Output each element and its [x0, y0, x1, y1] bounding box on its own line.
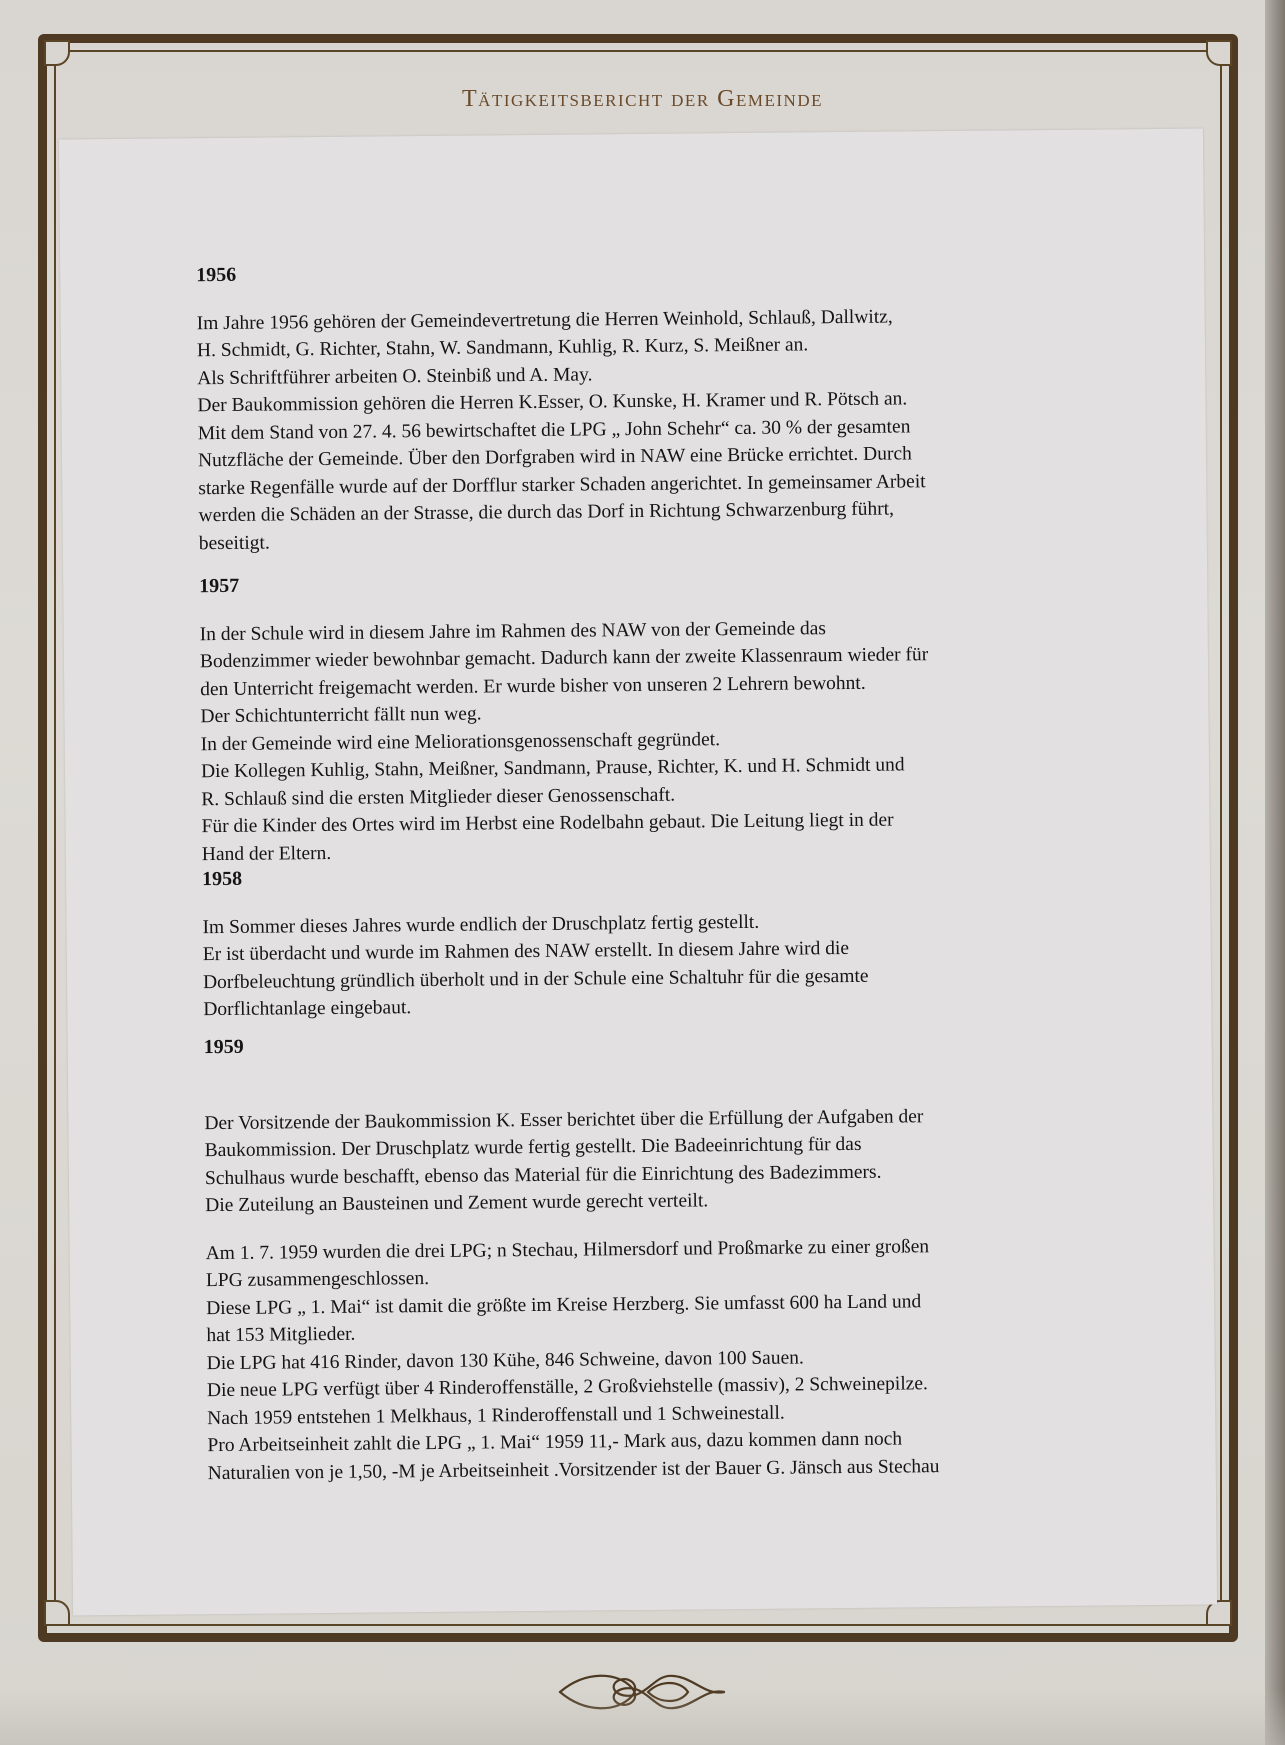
text-line: Der Vorsitzende der Baukommission K. Esser berichtet über die Erfüllung der Aufgaben der — [204, 1105, 924, 1134]
text-line: In der Gemeinde wird eine Meliorationsgenossenschaft gegründet. — [200, 728, 721, 755]
text-line: Schulhaus wurde beschafft, ebenso das Material für die Einrichtung des Badezimmers. — [204, 1161, 882, 1189]
text-line: starke Regenfälle wurde auf der Dorfflur starker Schaden angerichtet. In gemeinsamer Arbeit — [198, 470, 926, 499]
paragraph — [204, 1101, 1105, 1220]
pasted-sheet — [59, 129, 1217, 1616]
text-line: Diese LPG „ 1. Mai“ ist damit die größte im Kreise Herzberg. Sie umfasst 600 ha Land und — [206, 1290, 922, 1319]
text-line: Nutzfläche der Gemeinde. Über den Dorfgraben wird in NAW eine Brücke errichtet. Durch — [197, 443, 912, 472]
section-1959 — [204, 1026, 1108, 1488]
text-line: LPG zusammengeschlossen. — [205, 1268, 430, 1292]
text-line: den Unterricht freigemacht werden. Er wurde bisher von unseren 2 Lehrern bewohnt. — [200, 672, 866, 700]
paragraph — [202, 905, 1103, 1024]
text-line: hat 153 Mitglieder. — [206, 1323, 356, 1347]
text-line: Bodenzimmer wieder bewohnbar gemacht. Dadurch kann der zweite Klassenraum wieder für — [199, 644, 929, 673]
year-heading: 1957 — [199, 574, 240, 598]
text-line: Baukommission. Der Druschplatz wurde fertig gestellt. Die Badeeinrichtung für das — [204, 1133, 862, 1162]
text-line: Dorflichtanlage eingebaut. — [203, 997, 412, 1021]
text-line: Naturalien von je 1,50, -M je Arbeitseinheit .Vorsitzender ist der Bauer G. Jänsch aus Stechau — [207, 1455, 940, 1484]
text-line: Der Baukommission gehören die Herren K.Esser, O. Kunske, H. Kramer und R. Pötsch an. — [197, 388, 908, 417]
text-line: Er ist überdacht und wurde im Rahmen des NAW erstellt. In diesem Jahre wird die — [202, 937, 850, 966]
text-line: Der Schichtunterricht fällt nun weg. — [200, 703, 482, 728]
year-heading: 1958 — [201, 867, 243, 891]
section-1958 — [202, 858, 1103, 1024]
paragraph — [200, 612, 1102, 868]
page-edge — [1265, 0, 1285, 1745]
text-line: Nach 1959 entstehen 1 Melkhaus, 1 Rinderoffenstall und 1 Schweinestall. — [207, 1402, 785, 1429]
section-1956 — [196, 254, 1099, 558]
year-heading: 1959 — [203, 1035, 244, 1059]
paragraph — [197, 301, 1099, 557]
text-line: Die neue LPG verfügt über 4 Rinderoffenställe, 2 Großviehstelle (massiv), 2 Schweinepilze. — [206, 1373, 928, 1402]
text-line: Pro Arbeitseinheit zahlt die LPG „ 1. Mai“ 1959 11,- Mark aus, dazu kommen dann noch — [207, 1428, 903, 1457]
text-line: Am 1. 7. 1959 wurden die drei LPG; n Stechau, Hilmersdorf und Proßmarke zu einer großen — [205, 1235, 930, 1264]
page-bottom-shadow — [0, 1690, 1285, 1745]
page-heading: Tätigkeitsbericht der Gemeinde — [462, 86, 823, 112]
text-line: werden die Schäden an der Strasse, die durch das Dorf in Richtung Schwarzenburg führt, — [198, 498, 895, 527]
text-line: Im Sommer dieses Jahres wurde endlich der Druschplatz fertig gestellt. — [202, 911, 760, 938]
text-line: In der Schule wird in diesem Jahre im Rahmen des NAW von der Gemeinde das — [199, 617, 827, 645]
report-text — [196, 254, 1096, 1484]
frame-corner-top-right — [1206, 40, 1232, 66]
text-line: R. Schlauß sind die ersten Mitglieder dieser Genossenschaft. — [201, 784, 676, 810]
text-line: Die LPG hat 416 Rinder, davon 130 Kühe, 846 Schweine, davon 100 Sauen. — [206, 1346, 804, 1374]
text-line: Im Jahre 1956 gehören der Gemeindevertretung die Herren Weinhold, Schlauß, Dallwitz, — [196, 306, 893, 334]
text-line: H. Schmidt, G. Richter, Stahn, W. Sandmann, Kuhlig, R. Kurz, S. Meißner an. — [196, 334, 809, 362]
paragraph — [206, 1231, 1108, 1487]
section-1957 — [199, 565, 1102, 869]
text-line: Die Kollegen Kuhlig, Stahn, Meißner, Sandmann, Prause, Richter, K. und H. Schmidt und — [200, 754, 905, 783]
text-line: Für die Kinder des Ortes wird im Herbst eine Rodelbahn gebaut. Die Leitung liegt in der — [201, 809, 894, 838]
text-line: beseitigt. — [198, 532, 270, 554]
text-line: Die Zuteilung an Bausteinen und Zement wurde gerecht verteilt. — [205, 1190, 709, 1217]
text-line: Mit dem Stand von 27. 4. 56 bewirtschaftet die LPG „ John Schehr“ ca. 30 % der gesamten — [197, 415, 911, 444]
text-line: Hand der Eltern. — [201, 842, 332, 865]
frame-corner-bottom-left — [44, 1600, 70, 1626]
year-heading: 1956 — [196, 263, 237, 287]
text-line: Als Schriftführer arbeiten O. Steinbiß und A. May. — [197, 363, 593, 389]
text-line: Dorfbeleuchtung gründlich überholt und in der Schule eine Schaltuhr für die gesamte — [202, 965, 869, 993]
